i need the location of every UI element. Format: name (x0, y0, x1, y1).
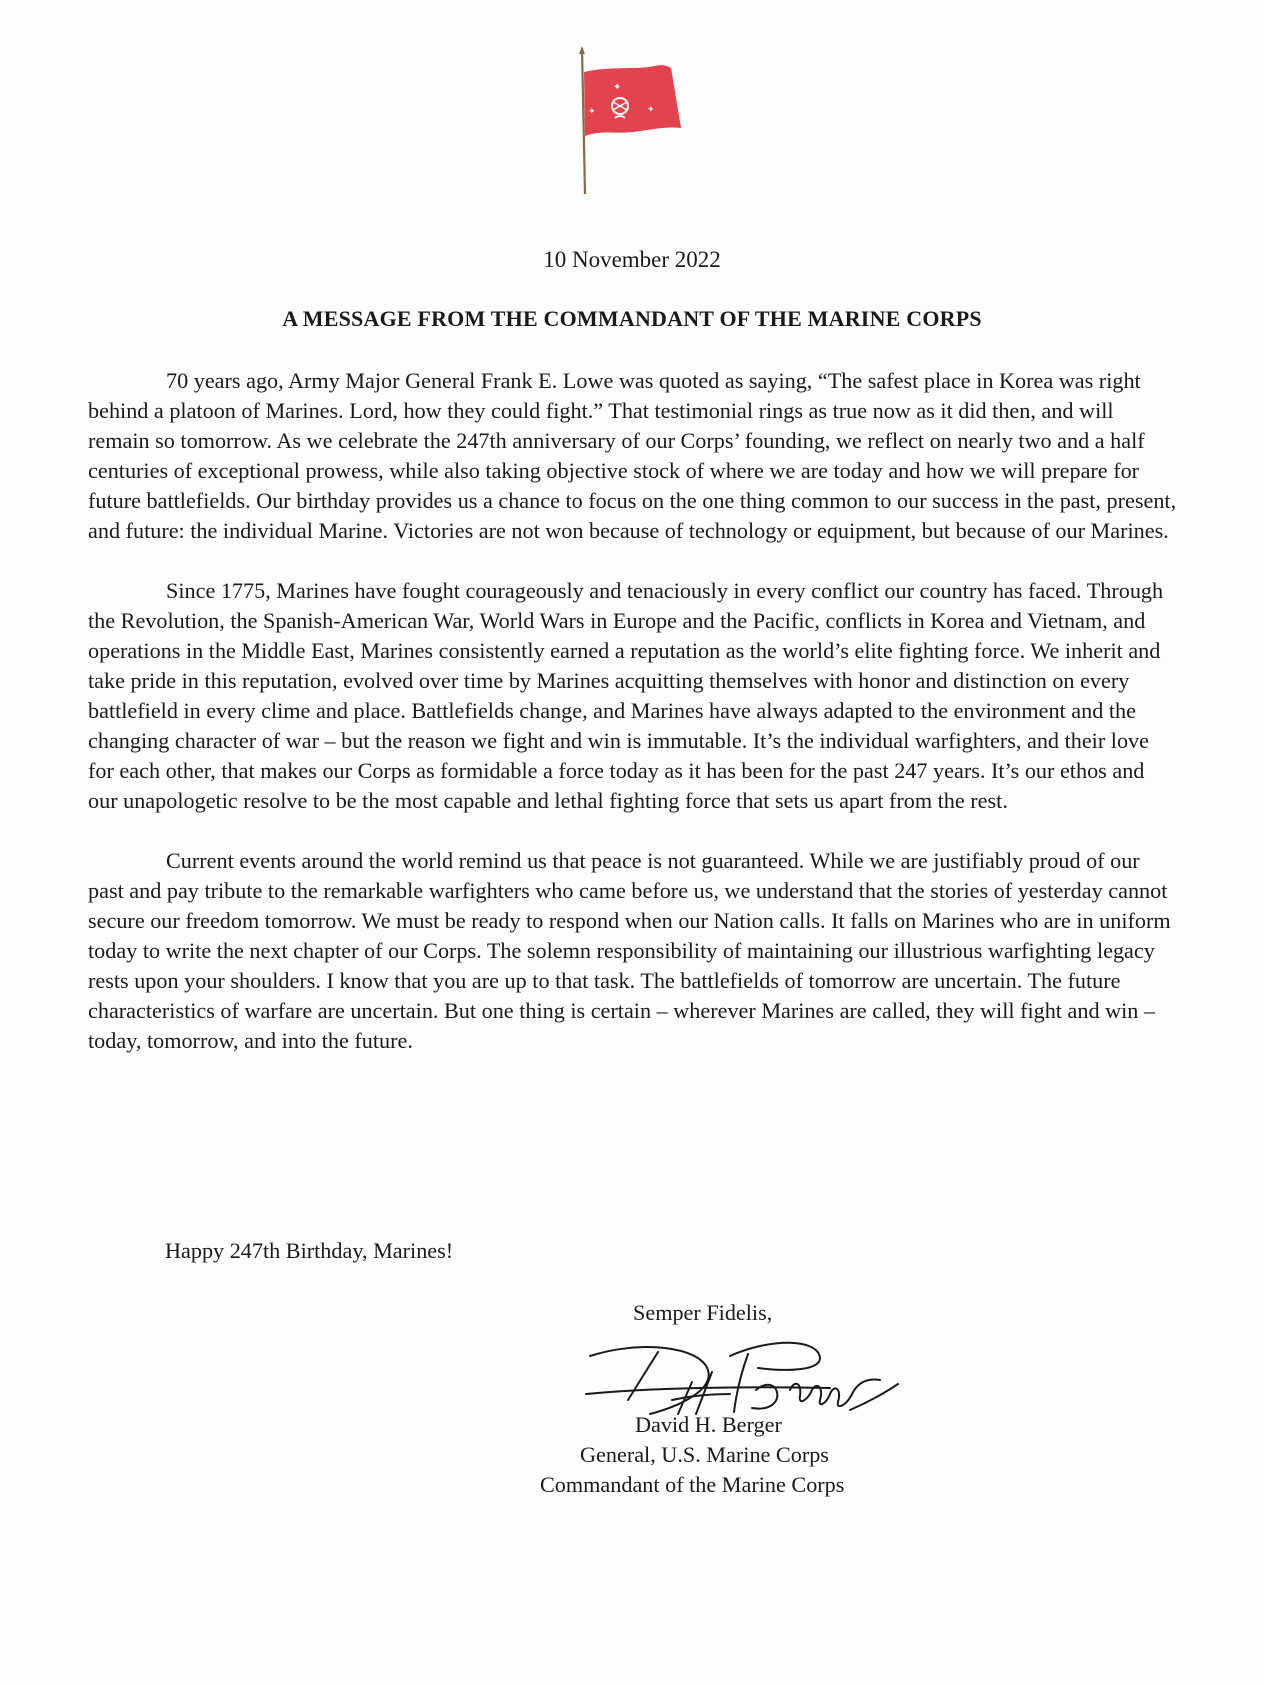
svg-text:✦: ✦ (616, 133, 624, 143)
commandant-flag-icon (555, 44, 705, 214)
letter-body (88, 366, 1178, 1086)
paragraph-3: Current events around the world remind us that peace is not guaranteed. While we are justifiably proud of our past and pay tribute to the remarkable warfighters who came before us, we understand that the stories of yesterday cannot secure our freedom tomorrow. We must be ready to respond when our Nation calls. It falls on Marines who are in uniform today to write the next chapter of our Corps. The solemn responsibility of maintaining our illustrious warfighting legacy rests upon your shoulders. I know that you are up to that task. The battlefields of tomorrow are uncertain. The future characteristics of warfare are uncertain. But one thing is certain – wherever Marines are called, they will fight and win – today, tomorrow, and into the future. (88, 848, 1171, 1053)
signature-block (540, 1290, 920, 1497)
letter-date: 10 November 2022 (543, 247, 721, 272)
signer-name: David H. Berger (635, 1412, 782, 1437)
paragraph-1: 70 years ago, Army Major General Frank E. Lowe was quoted as saying, “The safest place in Korea was right behind a platoon of Marines. Lord, how they could fight.” That testimonial rings as true now as it did then, and will remain so tomorrow. As we celebrate the 247th anniversary of our Corps’ founding, we reflect on nearly two and a half centuries of exceptional prowess, while also taking objective stock of where we are today and how we will prepare for future battlefields. Our birthday provides us a chance to focus on the one thing common to our success in the past, present, and future: the individual Marine. Victories are not won because of technology or equipment, but because of our Marines. (88, 368, 1177, 543)
signer-rank: General, U.S. Marine Corps (580, 1442, 829, 1467)
signer-title: Commandant of the Marine Corps (540, 1472, 845, 1497)
letter-heading: A MESSAGE FROM THE COMMANDANT OF THE MARINE CORPS (282, 306, 982, 331)
birthday-closing: Happy 247th Birthday, Marines! (165, 1238, 454, 1263)
signoff-text: Semper Fidelis, (633, 1300, 773, 1325)
svg-text:✦: ✦ (588, 107, 596, 117)
svg-text:✦: ✦ (647, 105, 655, 115)
svg-text:✦: ✦ (613, 82, 622, 93)
paragraph-2: Since 1775, Marines have fought courageously and tenaciously in every conflict our country has faced. Through the Revolution, the Spanish-American War, World Wars in Europe and the Pacific, conflicts in Korea and Vietnam, and operations in the Middle East, Marines consistently earned a reputation as the world’s elite fighting force. We inherit and take pride in this reputation, evolved over time by Marines acquitting themselves with honor and distinction on every battlefield in every clime and place. Battlefields change, and Marines have always adapted to the environment and the changing character of war – but the reason we fight and win is immutable. It’s the individual warfighters, and their love for each other, that makes our Corps as formidable a force today as it has been for the past 247 years. It’s our ethos and our unapologetic resolve to be the most capable and lethal fighting force that sets us apart from the rest. (88, 578, 1164, 813)
